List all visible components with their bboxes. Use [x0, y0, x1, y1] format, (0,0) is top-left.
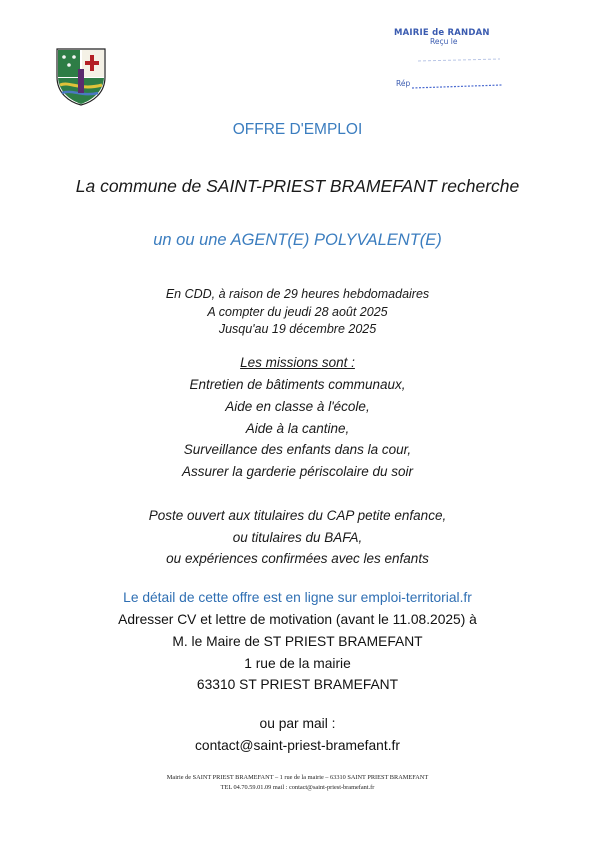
send-instructions: Adresser CV et lettre de motivation (avant le 11.08.2025) à [118, 612, 477, 627]
offer-title: OFFRE D'EMPLOI [232, 121, 363, 138]
mission-item: Aide à la cantine, [245, 421, 350, 436]
stamp-received: Reçu le [430, 37, 458, 46]
recipient-street: 1 rue de la mairie [244, 656, 351, 671]
contact-email[interactable]: contact@saint-priest-bramefant.fr [195, 738, 400, 753]
mission-item: Surveillance des enfants dans la cour, [183, 442, 412, 457]
footer-contact: TEL 04.70.59.01.09 mail : contact@saint-priest-bramefant.fr [220, 784, 375, 791]
contract-line: En CDD, à raison de 29 heures hebdomadaires [165, 287, 430, 301]
requirement-line: ou expériences confirmées avec les enfants [166, 551, 429, 566]
mission-item: Assurer la garderie périscolaire du soir [181, 464, 414, 479]
commune-subtitle: La commune de SAINT-PRIEST BRAMEFANT recherche [75, 176, 520, 196]
mission-item: Aide en classe à l'école, [225, 399, 370, 414]
stamp-title: MAIRIE de RANDAN [394, 28, 490, 38]
contract-line: A compter du jeudi 28 août 2025 [207, 305, 388, 319]
stamp-rep: Rép [396, 79, 411, 88]
or-mail-label: ou par mail : [259, 716, 336, 731]
mission-item: Entretien de bâtiments communaux, [189, 377, 406, 392]
contract-line: Jusqu'au 19 décembre 2025 [218, 322, 377, 336]
footer-address: Mairie de SAINT PRIEST BRAMEFANT – 1 rue de la mairie – 63310 SAINT PRIEST BRAMEFANT [166, 774, 429, 781]
recipient-city: 63310 ST PRIEST BRAMEFANT [196, 677, 399, 692]
job-title: un ou une AGENT(E) POLYVALENT(E) [153, 231, 442, 249]
coat-of-arms-icon [55, 47, 107, 107]
recipient-name: M. le Maire de ST PRIEST BRAMEFANT [172, 634, 423, 649]
requirement-line: ou titulaires du BAFA, [232, 530, 363, 545]
requirement-line: Poste ouvert aux titulaires du CAP petite enfance, [148, 508, 447, 523]
online-notice: Le détail de cette offre est en ligne sur emploi-territorial.fr [123, 590, 472, 605]
missions-heading: Les missions sont : [240, 355, 355, 370]
